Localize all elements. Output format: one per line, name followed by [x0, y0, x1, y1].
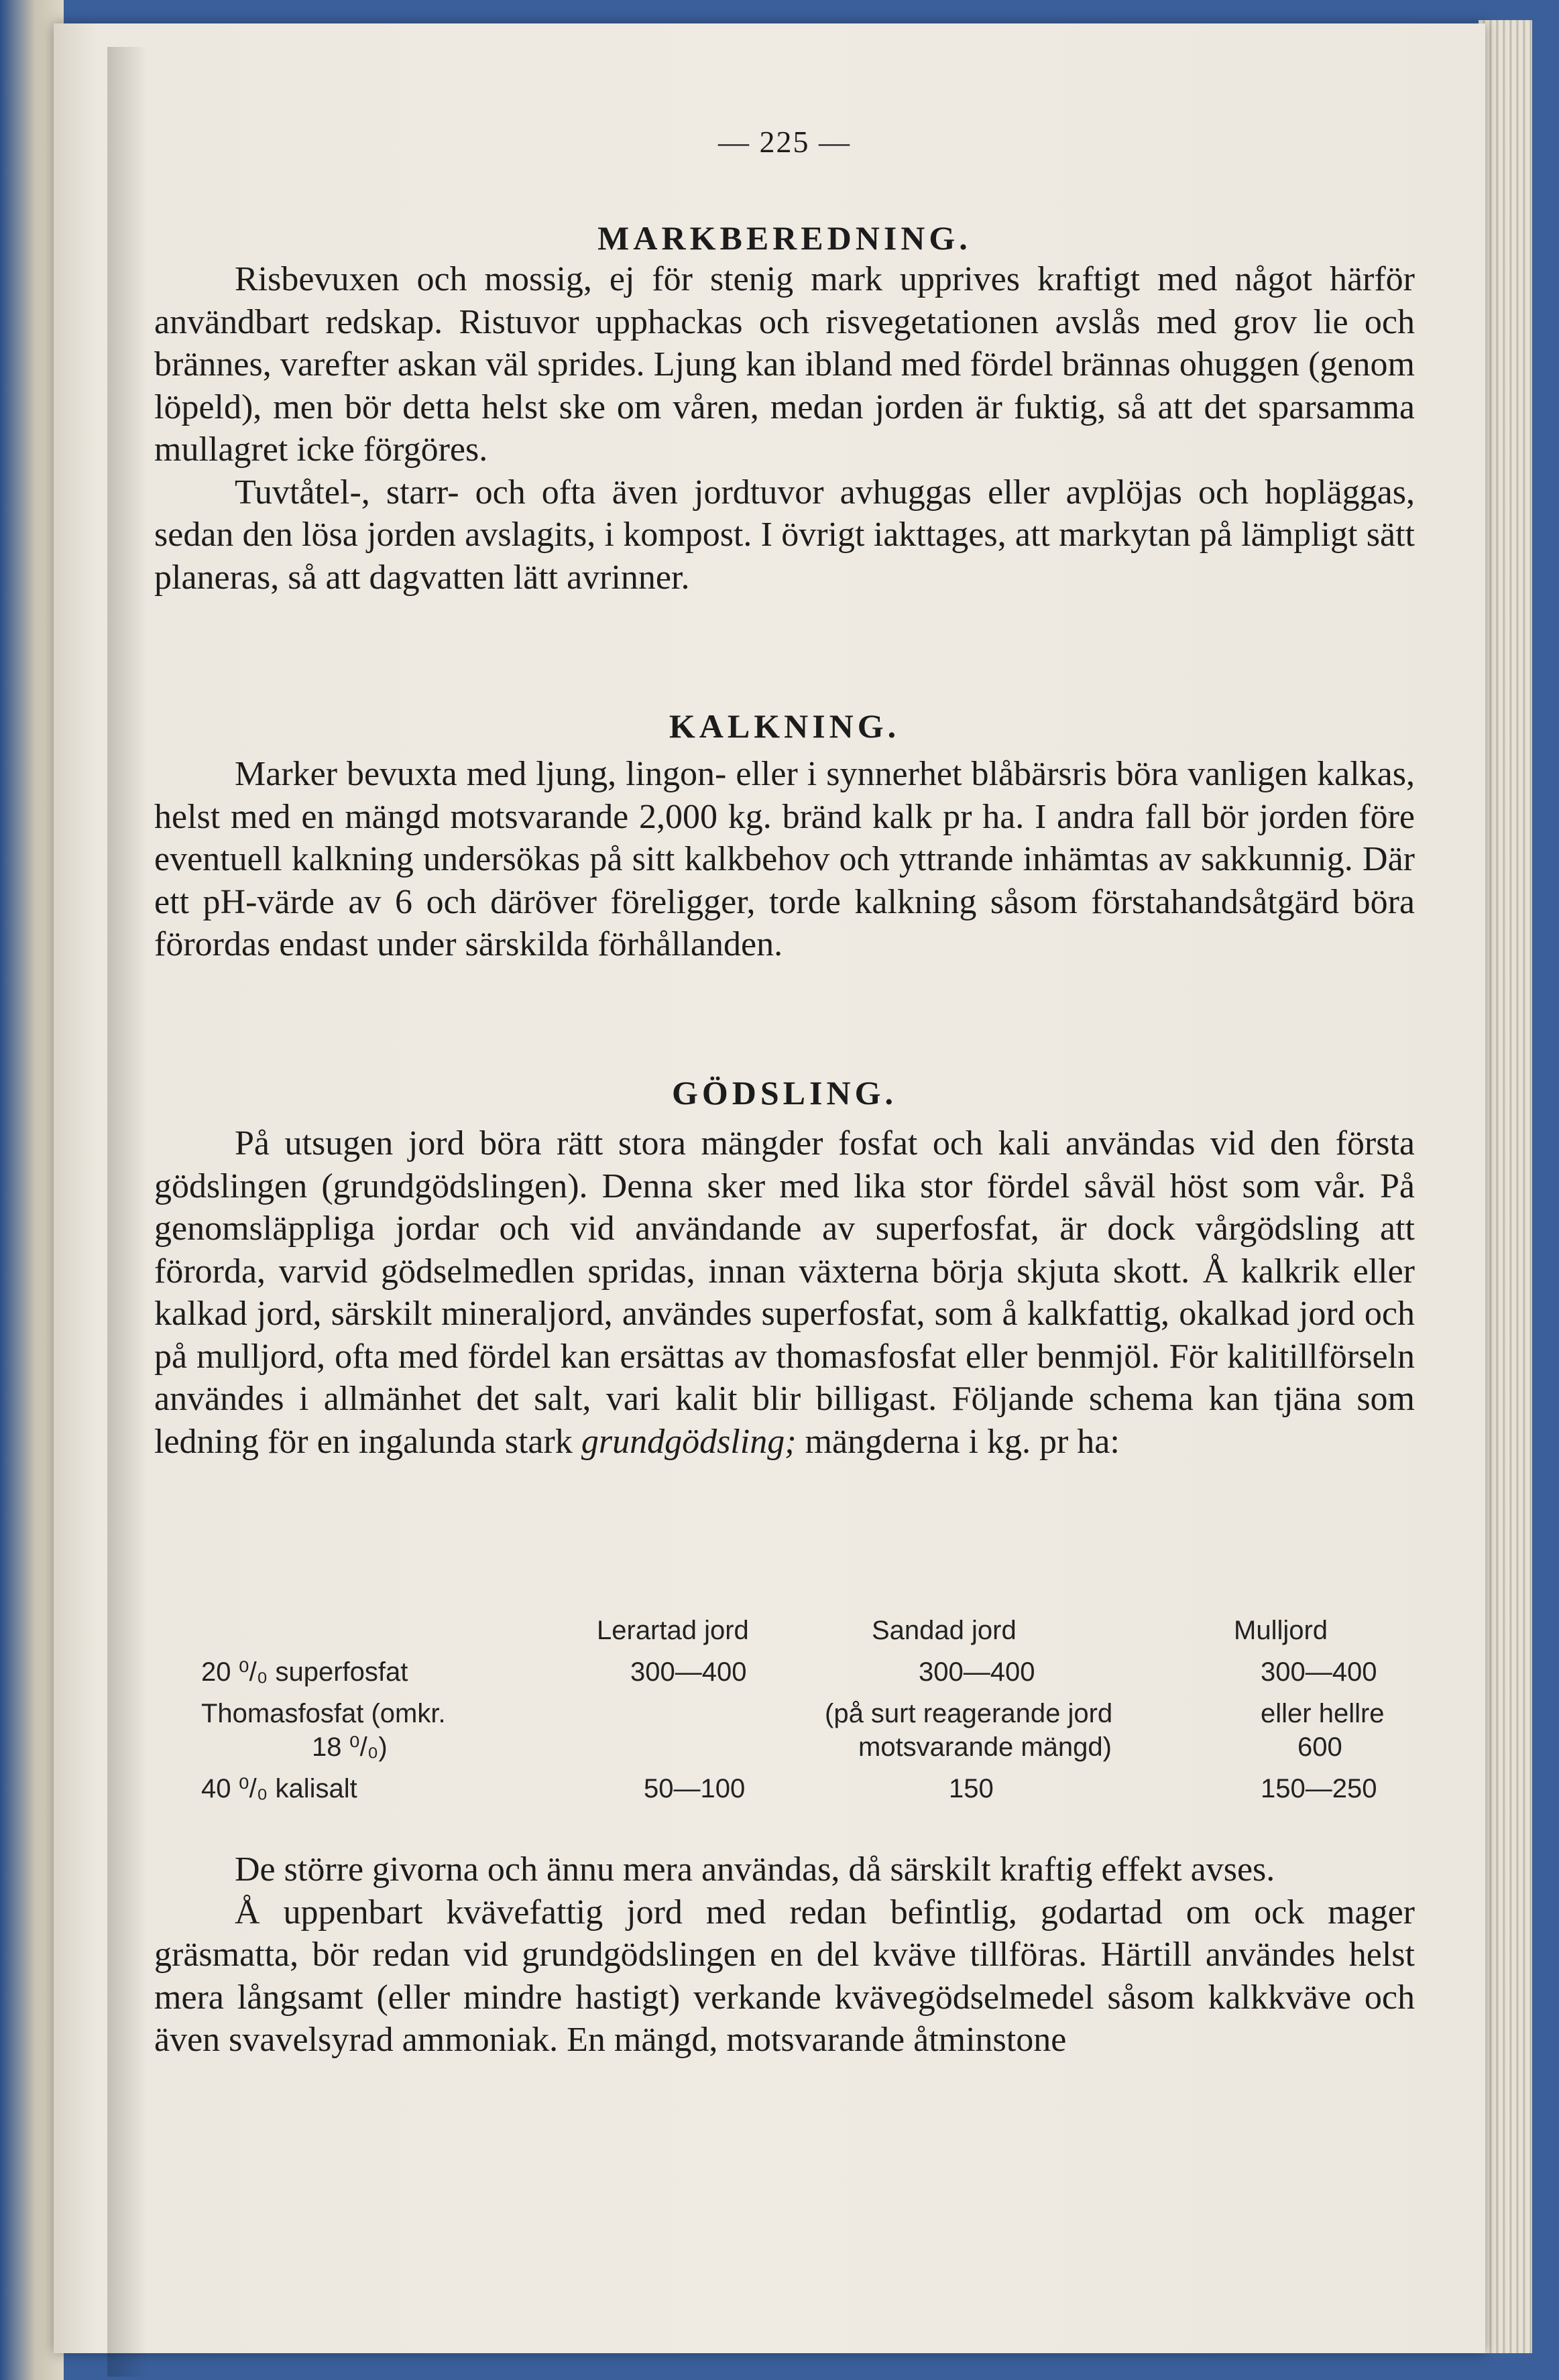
paragraph: Å uppenbart kvävefattig jord med redan befintlig, godartad om ock mager gräsmatta, bör redan vid grundgödslingen en del kväve tillföras. Härtill användes helst mera långsamt (eller mindre hastigt) verkande kvävegödselmedel såsom kalkkväve och även svavelsyrad ammoniak. En mängd, motsvarande åtminstone	[154, 1893, 1415, 2059]
section-kalkning	[154, 706, 1415, 966]
section-heading: KALKNING.	[669, 707, 901, 745]
schema-cell: 600	[1297, 1732, 1342, 1762]
page-stack-edge	[1479, 20, 1532, 2353]
paragraph: De större givorna och ännu mera användas, då särskilt kraftig effekt avses.	[235, 1850, 1275, 1889]
schema-cell: motsvarande mängd)	[858, 1732, 1112, 1762]
section-heading: GÖDSLING.	[671, 1074, 897, 1112]
schema-row-label: 20 ⁰/₀ superfosfat	[201, 1657, 408, 1687]
schema-row-label: 40 ⁰/₀ kalisalt	[201, 1774, 357, 1803]
italic-term: grundgödsling;	[581, 1422, 797, 1461]
schema-cell: (på surt reagerande jord	[825, 1699, 1113, 1728]
schema-cell: 50—100	[644, 1774, 746, 1803]
paragraph	[154, 1122, 1415, 1463]
schema-column-header: Mulljord	[1234, 1616, 1328, 1645]
paragraph-text: På utsugen jord böra rätt stora mängder fosfat och kali användas vid den första gödslingen (grundgödslingen). Denna sker med lika stor fördel såväl höst som vår. På genomsläppliga jordar och vid användande av superfosfat, är dock vårgödsling att förorda, varvid gödselmedlen spridas, innan växterna börja skjuta skott. Å kalkrik eller kalkad jord, särskilt mineraljord, användes superfosfat, som å kalkfattig, okalkad jord och på mulljord, ofta med fördel kan ersättas av thomasfosfat eller benmjöl. För kalitillförseln användes i allmänhet det salt, vari kalit blir billigast. Följande schema kan tjäna som ledning för en ingalunda stark	[154, 1124, 1415, 1461]
schema-row-label: Thomasfosfat (omkr.	[201, 1699, 446, 1728]
spine-shadow	[107, 47, 148, 2377]
section-godsling	[154, 1073, 1415, 1463]
paragraph: Risbevuxen och mossig, ej för stenig mark upprives kraftigt med något härför användbart redskap. Ristuvor upphackas och risvegetationen avslås med grov lie och brännes, varefter askan väl sprides. Ljung kan ibland med fördel brännas ohuggen (genom löpeld), men bör detta helst ske om våren, medan jorden är fuktig, så att det sparsamma mullagret icke förgöres.	[154, 260, 1415, 469]
paragraph: Marker bevuxta med ljung, lingon- eller i synnerhet blåbärsris böra vanligen kalkas, helst med en mängd motsvarande 2,000 kg. bränd kalk pr ha. I andra fall bör jorden före eventuell kalkning undersökas på sitt kalkbehov och yttrande inhämtas av sakkunnig. Där ett pH-värde av 6 och däröver föreligger, torde kalkning såsom förstahandsåtgärd böra förordas endast under särskilda förhållanden.	[154, 755, 1415, 963]
schema-cell: 150—250	[1261, 1774, 1377, 1803]
section-markberedning	[154, 218, 1415, 599]
paragraph: Tuvtåtel-, starr- och ofta även jordtuvor avhuggas eller avplöjas och hopläggas, sedan den lösa jorden avslagits, i kompost. I övrigt iakttages, att markytan på lämpligt sätt planeras, så att dagvatten lätt avrinner.	[154, 473, 1415, 597]
page-number: — 225 —	[718, 125, 851, 159]
schema-cell: 300—400	[1261, 1657, 1377, 1687]
paragraph-text-end: mängderna i kg. pr ha:	[796, 1422, 1120, 1461]
schema-cell: 300—400	[919, 1657, 1035, 1687]
schema-column-header: Lerartad jord	[597, 1616, 749, 1645]
schema-cell: 150	[949, 1774, 994, 1803]
section-heading: MARKBEREDNING.	[597, 219, 972, 257]
schema-cell: eller hellre	[1261, 1699, 1385, 1728]
book-page	[54, 23, 1485, 2353]
schema-column-header: Sandad jord	[872, 1616, 1017, 1645]
schema-cell: 300—400	[630, 1657, 747, 1687]
schema-row-label: 18 ⁰/₀)	[312, 1732, 388, 1762]
closing-text	[154, 1848, 1415, 2062]
